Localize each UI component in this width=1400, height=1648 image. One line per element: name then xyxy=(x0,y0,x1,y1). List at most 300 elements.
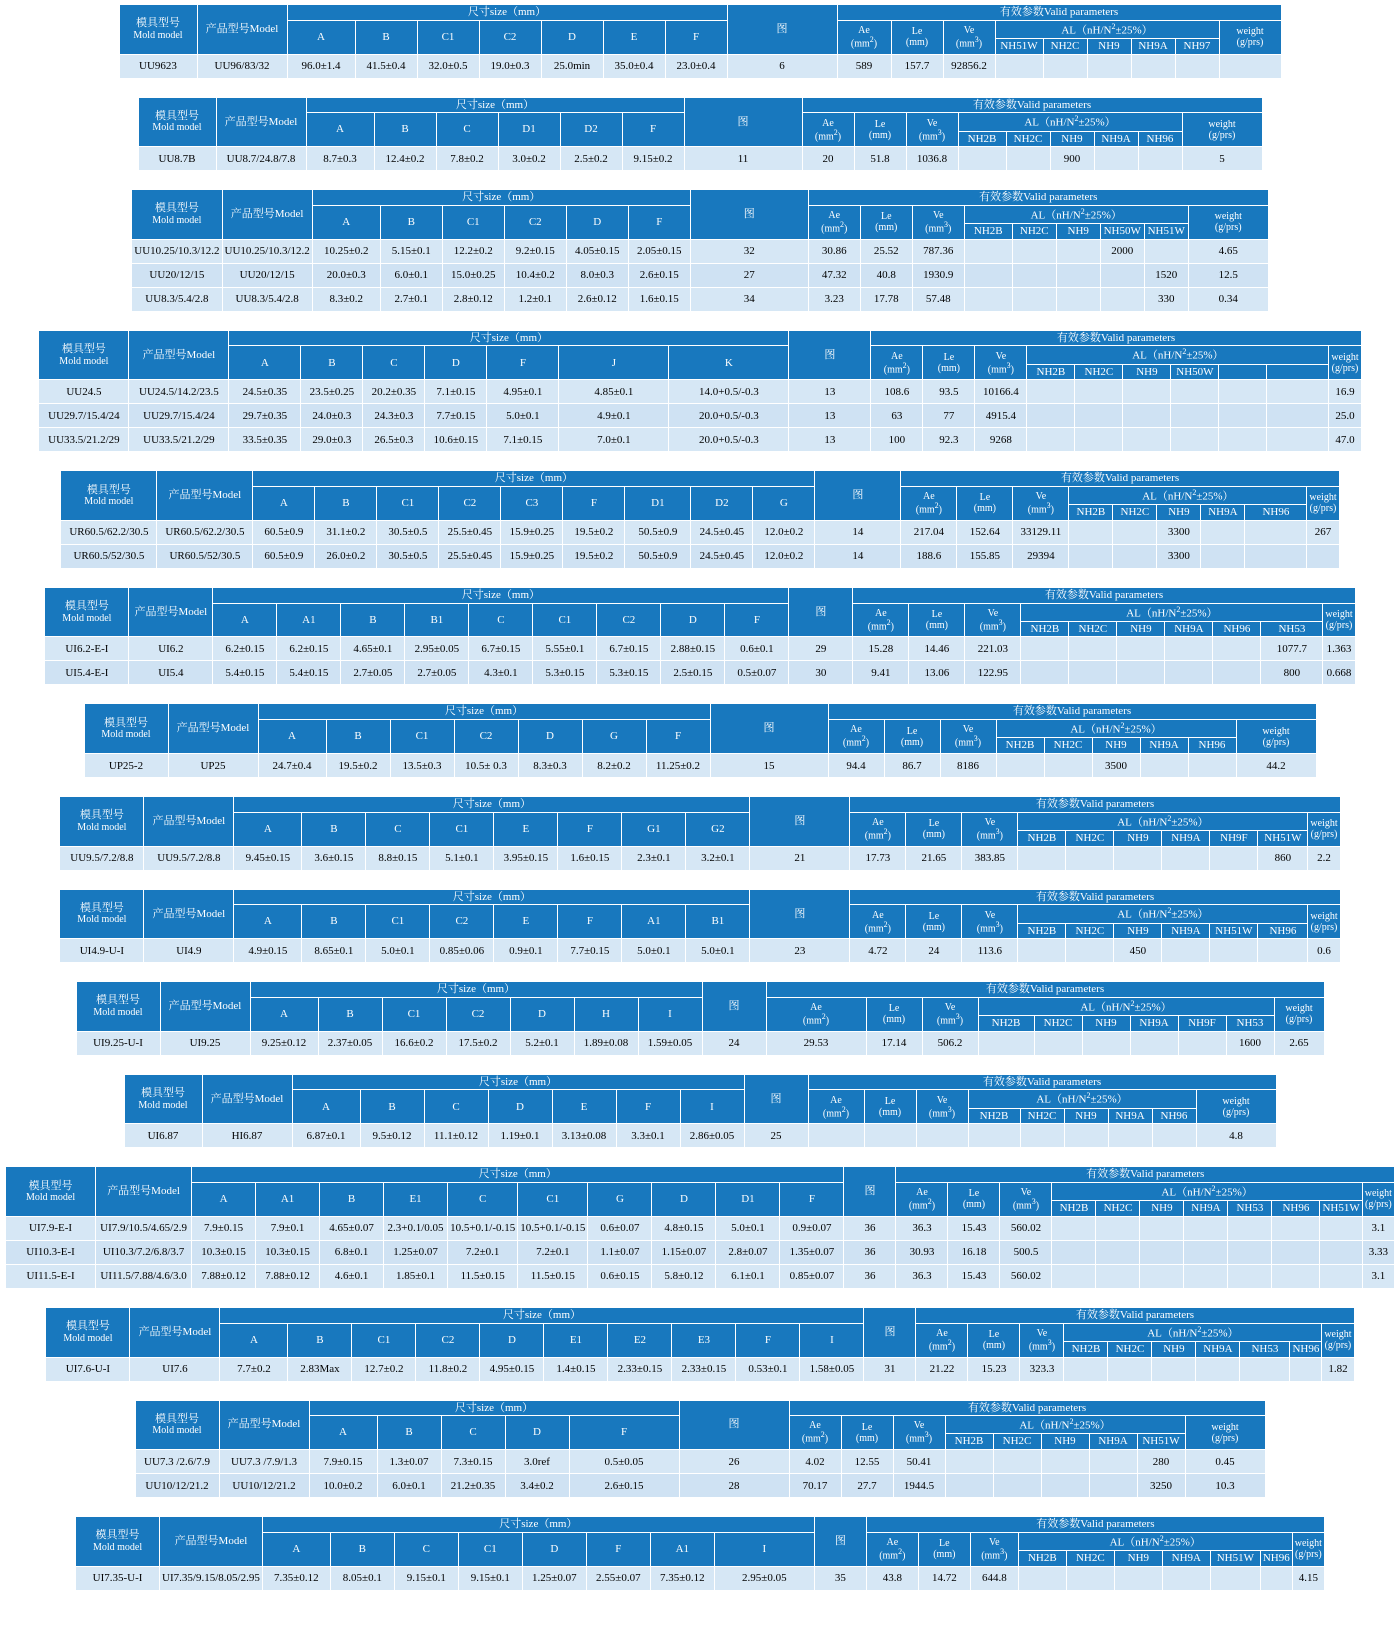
cell-weight: 1.82 xyxy=(1322,1357,1354,1381)
cell-ve: 4915.4 xyxy=(975,404,1027,428)
col-al-nh2b: NH2B xyxy=(1052,1201,1096,1217)
cell-le: 92.3 xyxy=(923,428,975,452)
cell-le xyxy=(864,1124,916,1148)
table-row xyxy=(132,287,1269,311)
col-al-nh9f: NH9F xyxy=(1178,1016,1226,1032)
cell-figure: 30 xyxy=(789,661,853,685)
cell-al-nh2b xyxy=(1018,1566,1066,1590)
cell-figure: 29 xyxy=(789,637,853,661)
cell-mold-model: UI4.9-U-I xyxy=(60,939,144,963)
col-dim-b1: B1 xyxy=(686,905,750,939)
cell-dim-c2: 10.5± 0.3 xyxy=(454,754,518,778)
spec-table-wrapper xyxy=(0,189,1400,312)
col-al-nh96: NH96 xyxy=(1260,1551,1292,1567)
cell-al-nh9 xyxy=(1087,54,1131,78)
cell-dim-c: 10.5+0.1/-0.15 xyxy=(448,1216,518,1240)
col-ae: Ae $(mm^2)$ xyxy=(850,812,906,846)
cell-al-nh9f xyxy=(1210,846,1258,870)
cell-weight: 10.3 xyxy=(1185,1474,1265,1498)
cell-al-nh51w: 330 xyxy=(1144,287,1188,311)
header-row-top xyxy=(84,704,1316,720)
col-mold-model: 模具型号 Mold model xyxy=(132,190,222,240)
col-dim-a: A xyxy=(306,113,374,147)
col-dim-d: D xyxy=(425,346,487,380)
cell-dim-g: 8.2±0.2 xyxy=(582,754,646,778)
cell-dim-a1: 6.2±0.15 xyxy=(277,637,341,661)
col-ae: Ae $(mm^2)$ xyxy=(901,486,957,520)
header-row-top xyxy=(76,1517,1325,1533)
col-al-group: $AL(nH/N^2\pm 25\%)$ xyxy=(1064,1323,1322,1341)
cell-product-model: UU24.5/14.2/23.5 xyxy=(129,380,229,404)
col-figure: 图 xyxy=(744,1074,808,1124)
cell-dim-a: 9.45±0.15 xyxy=(234,846,302,870)
col-al-nh9: NH9 xyxy=(1114,1551,1162,1567)
cell-mold-model: UU29.7/15.4/24 xyxy=(39,404,129,428)
col-dim-c1: C1 xyxy=(533,603,597,637)
col-al-nh2c: NH2C xyxy=(1096,1201,1140,1217)
cell-al-nh9 xyxy=(1117,637,1165,661)
cell-al-nh2b xyxy=(1018,846,1066,870)
col-dim-c1: C1 xyxy=(442,205,504,239)
cell-dim-b: 12.4±0.2 xyxy=(374,147,436,171)
col-mold-model: 模具型号 Mold model xyxy=(60,889,144,939)
col-dim-f: F xyxy=(558,812,622,846)
cell-al-nh2b xyxy=(1052,1216,1096,1240)
cell-weight: 3.1 xyxy=(1362,1216,1394,1240)
col-valid-params-group: 有效参数Valid parameters xyxy=(828,704,1316,720)
cell-ve: 29394 xyxy=(1013,544,1069,568)
col-al-nh9: NH9 xyxy=(1092,738,1140,754)
cell-dim-c1: 16.6±0.2 xyxy=(382,1031,446,1055)
cell-al-nh9: 3300 xyxy=(1157,520,1201,544)
cell-dim-c2: 0.85±0.06 xyxy=(430,939,494,963)
cell-al-nh51w xyxy=(1210,939,1258,963)
spec-table-t11 xyxy=(124,1074,1277,1149)
spec-table-t7 xyxy=(84,703,1317,778)
cell-dim-a: 60.5±0.9 xyxy=(253,544,315,568)
cell-ve: 50.41 xyxy=(893,1450,945,1474)
col-ae: Ae $(mm^2)$ xyxy=(808,1090,864,1124)
col-ae: Ae $(mm^2)$ xyxy=(808,205,860,239)
col-al-nh2b: NH2B xyxy=(978,1016,1034,1032)
col-le: Le (mm) xyxy=(860,205,912,239)
cell-dim-e2: 2.33±0.15 xyxy=(608,1357,672,1381)
cell-mold-model: UR60.5/52/30.5 xyxy=(61,544,157,568)
header-row-top xyxy=(124,1074,1276,1090)
cell-ve: 113.6 xyxy=(962,939,1018,963)
spec-table-t1 xyxy=(119,4,1282,79)
col-mold-model: 模具型号 Mold model xyxy=(39,330,129,380)
spec-table-t10 xyxy=(76,981,1325,1056)
cell-figure: 6 xyxy=(727,54,837,78)
cell-figure: 27 xyxy=(690,263,808,287)
cell-al-nh51w xyxy=(1144,239,1188,263)
cell-product-model: UU9.5/7.2/8.8 xyxy=(144,846,234,870)
cell-product-model: UU10/12/21.2 xyxy=(219,1474,309,1498)
cell-dim-a: 10.3±0.15 xyxy=(192,1240,256,1264)
cell-ve: 10166.4 xyxy=(975,380,1027,404)
col-al-nh96: NH96 xyxy=(1272,1201,1320,1217)
col-al-nh9a: NH9A xyxy=(1196,1341,1240,1357)
col-le: Le (mm) xyxy=(866,997,922,1031)
col-size-group: 尺寸size（mm） xyxy=(309,1400,679,1416)
col-dim-a1: A1 xyxy=(277,603,341,637)
cell-le: 51.8 xyxy=(854,147,906,171)
cell-dim-d: 8.0±0.3 xyxy=(566,263,628,287)
header-row-top xyxy=(119,5,1281,21)
cell-le: 14.46 xyxy=(909,637,965,661)
cell-le: 21.65 xyxy=(906,846,962,870)
col-al-nh2b: NH2B xyxy=(1018,1551,1066,1567)
col-weight: weight (g/prs) xyxy=(1329,346,1361,380)
col-mold-model: 模具型号 Mold model xyxy=(124,1074,202,1124)
col-dim-d1: D1 xyxy=(716,1183,780,1217)
cell-dim-a: 10.25±0.2 xyxy=(312,239,380,263)
cell-al-nh2b xyxy=(1052,1264,1096,1288)
col-figure: 图 xyxy=(789,587,853,637)
col-weight: weight (g/prs) xyxy=(1362,1183,1394,1217)
col-dim-e2: E2 xyxy=(608,1323,672,1357)
cell-dim-b: 24.0±0.3 xyxy=(301,404,363,428)
cell-weight xyxy=(1307,544,1339,568)
cell-dim-f: 0.9±0.07 xyxy=(780,1216,844,1240)
col-dim-c1: C1 xyxy=(382,997,446,1031)
col-al-nh2c: NH2C xyxy=(1113,505,1157,521)
table-row xyxy=(6,1216,1395,1240)
col-al-nh2b: NH2B xyxy=(945,1434,993,1450)
cell-weight: 4.15 xyxy=(1292,1566,1324,1590)
col-al-nh9a: NH9A xyxy=(1162,830,1210,846)
spec-table-t14 xyxy=(135,1400,1266,1499)
col-al-nh51w: NH51W xyxy=(1144,224,1188,240)
cell-al-nh2b xyxy=(1069,520,1113,544)
cell-al-nh2b xyxy=(945,1450,993,1474)
cell-al-nh9a xyxy=(1196,1357,1240,1381)
cell-ae: 3.23 xyxy=(808,287,860,311)
cell-ve: 644.8 xyxy=(970,1566,1018,1590)
col-figure: 图 xyxy=(844,1167,896,1217)
cell-dim-b: 3.6±0.15 xyxy=(302,846,366,870)
col-product-model: 产品型号Model xyxy=(197,5,287,55)
col-al-nh9a: NH9A xyxy=(1184,1201,1228,1217)
col-figure: 图 xyxy=(815,471,901,521)
cell-dim-a1: 10.3±0.15 xyxy=(256,1240,320,1264)
cell-al-nh9 xyxy=(1114,1566,1162,1590)
col-ae: Ae $(mm^2)$ xyxy=(871,346,923,380)
cell-ae: 15.28 xyxy=(853,637,909,661)
col-dim-c1: C1 xyxy=(430,812,494,846)
col-al-group: $AL(nH/N^2\pm 25\%)$ xyxy=(1018,1532,1292,1550)
cell-dim-c2: 17.5±0.2 xyxy=(446,1031,510,1055)
cell-al-nh96 xyxy=(1258,939,1308,963)
col-al-nh9a: NH9A xyxy=(1089,1434,1137,1450)
col-figure: 图 xyxy=(789,330,871,380)
cell-al-nh9 xyxy=(1064,1124,1108,1148)
col-size-group: 尺寸size（mm） xyxy=(213,587,789,603)
header-row-top xyxy=(76,982,1324,998)
spec-table-t2 xyxy=(138,97,1263,172)
spec-table-wrapper xyxy=(0,4,1400,79)
spec-table-wrapper xyxy=(0,1074,1400,1149)
cell-dim-b: 1.3±0.07 xyxy=(377,1450,441,1474)
cell-mold-model: UU10.25/10.3/12.2 xyxy=(132,239,222,263)
cell-le: 15.43 xyxy=(948,1264,1000,1288)
cell-al-nh51w: 1520 xyxy=(1144,263,1188,287)
col-dim-f: F xyxy=(725,603,789,637)
cell-dim-a: 7.7±0.2 xyxy=(220,1357,288,1381)
col-dim-a: A xyxy=(213,603,277,637)
cell-product-model: HI6.87 xyxy=(202,1124,292,1148)
col-le: Le (mm) xyxy=(968,1323,1020,1357)
col-dim-c2: C2 xyxy=(454,720,518,754)
spec-table-wrapper xyxy=(0,97,1400,172)
col-dim-b: B xyxy=(301,346,363,380)
cell-product-model: UU29.7/15.4/24 xyxy=(129,404,229,428)
cell-dim-b: 23.5±0.25 xyxy=(301,380,363,404)
cell-al-nh53: 1600 xyxy=(1226,1031,1274,1055)
cell-le: 13.06 xyxy=(909,661,965,685)
cell-dim-g2: 3.2±0.1 xyxy=(686,846,750,870)
col-al-nh96: NH96 xyxy=(1152,1108,1196,1124)
col-le: Le (mm) xyxy=(884,720,940,754)
cell-dim-c2: 25.5±0.45 xyxy=(439,544,501,568)
cell-ve: 383.85 xyxy=(962,846,1018,870)
table-row xyxy=(84,754,1316,778)
cell-figure: 13 xyxy=(789,380,871,404)
cell-product-model: UI7.35/9.15/8.05/2.95 xyxy=(160,1566,263,1590)
col-le: Le (mm) xyxy=(948,1183,1000,1217)
cell-mold-model: UU7.3 /2.6/7.9 xyxy=(135,1450,219,1474)
cell-product-model: UU8.7/24.8/7.8 xyxy=(216,147,306,171)
col-dim-a: A xyxy=(262,1532,330,1566)
cell-al-nh2c xyxy=(1012,287,1056,311)
tables-container xyxy=(0,4,1400,1591)
cell-al-nh2b xyxy=(968,1124,1020,1148)
cell-dim-a: 8.7±0.3 xyxy=(306,147,374,171)
col-ae: Ae $(mm^2)$ xyxy=(896,1183,948,1217)
cell-dim-i: 2.95±0.05 xyxy=(714,1566,814,1590)
col-dim-f: F xyxy=(665,20,727,54)
col-dim-a: A xyxy=(250,997,318,1031)
cell-al-nh96 xyxy=(1138,147,1182,171)
cell-dim-d: 4.05±0.15 xyxy=(566,239,628,263)
col-product-model: 产品型号Model xyxy=(130,1307,220,1357)
col-size-group: 尺寸size（mm） xyxy=(220,1307,864,1323)
col-al-nh2c: NH2C xyxy=(1006,131,1050,147)
cell-figure: 34 xyxy=(690,287,808,311)
cell-al-nh2b xyxy=(1027,428,1075,452)
col-dim-b: B xyxy=(374,113,436,147)
cell-weight: 1.363 xyxy=(1323,637,1355,661)
header-row-top xyxy=(39,330,1361,346)
cell-product-model: UU33.5/21.2/29 xyxy=(129,428,229,452)
header-row-mid xyxy=(61,486,1339,504)
cell-al-nh2c xyxy=(1020,1124,1064,1148)
cell-al-nh2c xyxy=(1012,263,1056,287)
header-row-top xyxy=(138,97,1262,113)
cell-ae: 70.17 xyxy=(789,1474,841,1498)
cell-dim-e1: 1.4±0.15 xyxy=(544,1357,608,1381)
cell-dim-c2: 19.0±0.3 xyxy=(479,54,541,78)
col-dim-c2: C2 xyxy=(597,603,661,637)
col-al-group: $AL(nH/N^2\pm 25\%)$ xyxy=(945,1416,1185,1434)
cell-product-model: UI6.2 xyxy=(129,637,213,661)
cell-dim-a: 9.25±0.12 xyxy=(250,1031,318,1055)
col-al-nh2c: NH2C xyxy=(1043,38,1087,54)
cell-le: 93.5 xyxy=(923,380,975,404)
col-dim-d: D xyxy=(541,20,603,54)
cell-dim-c: 20.2±0.35 xyxy=(363,380,425,404)
col-dim-e1: E1 xyxy=(384,1183,448,1217)
cell-al-nh96 xyxy=(1272,1264,1320,1288)
cell-le: 155.85 xyxy=(957,544,1013,568)
spec-table-wrapper xyxy=(0,703,1400,778)
cell-dim-c2: 25.5±0.45 xyxy=(439,520,501,544)
cell-al-nh50w: 2000 xyxy=(1100,239,1144,263)
col-dim-b: B xyxy=(288,1323,352,1357)
table-row xyxy=(61,520,1339,544)
col-al-nh9: NH9 xyxy=(1140,1201,1184,1217)
cell-dim-k: 20.0+0.5/-0.3 xyxy=(669,428,789,452)
col-size-group: 尺寸size（mm） xyxy=(312,190,690,206)
cell-al-nh2b xyxy=(964,263,1012,287)
cell-figure: 11 xyxy=(684,147,802,171)
col-dim-a1: A1 xyxy=(622,905,686,939)
table-row xyxy=(60,846,1340,870)
col-dim-b: B xyxy=(302,812,366,846)
cell-dim-d1: 50.5±0.9 xyxy=(625,520,691,544)
table-row xyxy=(135,1474,1265,1498)
cell-dim-f: 0.6±0.1 xyxy=(725,637,789,661)
cell-dim-c1: 9.15±0.1 xyxy=(458,1566,522,1590)
col-le: Le (mm) xyxy=(906,812,962,846)
cell-weight: 2.2 xyxy=(1308,846,1340,870)
col-dim-b: B xyxy=(326,720,390,754)
cell-dim-a: 96.0±1.4 xyxy=(287,54,355,78)
cell-dim-d1: 6.1±0.1 xyxy=(716,1264,780,1288)
col-valid-params-group: 有效参数Valid parameters xyxy=(871,330,1361,346)
cell-dim-a: 6.2±0.15 xyxy=(213,637,277,661)
cell-product-model: UP25 xyxy=(168,754,258,778)
cell-dim-c1: 10.5+0.1/-0.15 xyxy=(518,1216,588,1240)
cell-dim-b: 19.5±0.2 xyxy=(326,754,390,778)
table-row xyxy=(6,1240,1395,1264)
col-al-nh53: NH53 xyxy=(1261,621,1323,637)
cell-al-nh96 xyxy=(1260,1566,1292,1590)
cell-dim-d: 2.6±0.12 xyxy=(566,287,628,311)
cell-mold-model: UU24.5 xyxy=(39,380,129,404)
cell-al-nh9f xyxy=(1178,1031,1226,1055)
col-le: Le (mm) xyxy=(923,346,975,380)
col-figure: 图 xyxy=(750,889,850,939)
col-product-model: 产品型号Model xyxy=(96,1167,192,1217)
cell-al-nh2b xyxy=(958,147,1006,171)
cell-dim-c2: 10.4±0.2 xyxy=(504,263,566,287)
col-ve: Ve $(mm^3)$ xyxy=(965,603,1021,637)
spec-table-wrapper xyxy=(0,1166,1400,1289)
col-al-nh9: NH9 xyxy=(1050,131,1094,147)
cell-al-nh9 xyxy=(1123,428,1171,452)
cell-al-nh9a xyxy=(1089,1450,1137,1474)
col-dim-b: B xyxy=(377,1416,441,1450)
spec-table-wrapper xyxy=(0,1400,1400,1499)
cell-mold-model: UI10.3-E-I xyxy=(6,1240,96,1264)
cell-dim-b: 8.65±0.1 xyxy=(302,939,366,963)
cell-al-nh50w xyxy=(1100,263,1144,287)
cell-dim-f: 11.25±0.2 xyxy=(646,754,710,778)
cell-dim-f: 23.0±0.4 xyxy=(665,54,727,78)
cell-ae: 9.41 xyxy=(853,661,909,685)
cell-dim-a: 7.9±0.15 xyxy=(309,1450,377,1474)
col-dim-a: A xyxy=(234,905,302,939)
col-al-blank4 xyxy=(1219,364,1267,380)
col-al-nh9a: NH9A xyxy=(1140,738,1188,754)
col-valid-params-group: 有效参数Valid parameters xyxy=(808,1074,1276,1090)
header-row-mid xyxy=(6,1183,1395,1201)
col-ve: Ve $(mm^3)$ xyxy=(943,20,995,54)
col-al-nh2c: NH2C xyxy=(1066,1551,1114,1567)
cell-al-nh2b xyxy=(1069,544,1113,568)
col-al-nh96: NH96 xyxy=(1258,923,1308,939)
cell-al-nh9 xyxy=(1041,1450,1089,1474)
cell-dim-a1: 5.0±0.1 xyxy=(622,939,686,963)
col-product-model: 产品型号Model xyxy=(202,1074,292,1124)
cell-weight: 2.65 xyxy=(1274,1031,1324,1055)
cell-ae: 94.4 xyxy=(828,754,884,778)
cell-al-nh2c xyxy=(1096,1264,1140,1288)
col-al-nh9: NH9 xyxy=(1117,621,1165,637)
col-al-nh9a: NH9A xyxy=(1130,1016,1178,1032)
table-row xyxy=(76,1031,1324,1055)
table-row xyxy=(135,1450,1265,1474)
cell-figure: 35 xyxy=(814,1566,866,1590)
cell-dim-f: 2.6±0.15 xyxy=(569,1474,679,1498)
cell-le: 12.55 xyxy=(841,1450,893,1474)
cell-dim-h: 1.89±0.08 xyxy=(574,1031,638,1055)
col-al-nh50w: NH50W xyxy=(1171,364,1219,380)
col-dim-f: F xyxy=(569,1416,679,1450)
cell-al-nh9 xyxy=(1082,1031,1130,1055)
col-dim-c: C xyxy=(448,1183,518,1217)
col-dim-e: E xyxy=(494,812,558,846)
col-al-nh53: NH53 xyxy=(1228,1201,1272,1217)
cell-al-nh2c xyxy=(1096,1240,1140,1264)
table-row xyxy=(76,1566,1325,1590)
cell-figure: 28 xyxy=(679,1474,789,1498)
col-al-nh51w: NH51W xyxy=(1320,1201,1362,1217)
cell-dim-g: 0.6±0.15 xyxy=(588,1264,652,1288)
header-row-mid xyxy=(60,905,1340,923)
col-dim-c2: C2 xyxy=(504,205,566,239)
cell-dim-a: 24.5±0.35 xyxy=(229,380,301,404)
col-valid-params-group: 有效参数Valid parameters xyxy=(866,1517,1324,1533)
col-valid-params-group: 有效参数Valid parameters xyxy=(896,1167,1395,1183)
cell-al-nh9 xyxy=(1056,263,1100,287)
cell-weight: 5 xyxy=(1182,147,1262,171)
col-dim-e: E xyxy=(552,1090,616,1124)
col-dim-c2: C2 xyxy=(416,1323,480,1357)
cell-dim-f: 1.35±0.07 xyxy=(780,1240,844,1264)
cell-dim-c2: 1.2±0.1 xyxy=(504,287,566,311)
cell-mold-model: UU9623 xyxy=(119,54,197,78)
col-dim-d1: D1 xyxy=(625,486,691,520)
col-ae: Ae $(mm^2)$ xyxy=(828,720,884,754)
cell-al-nh96 xyxy=(1290,1357,1322,1381)
col-mold-model: 模具型号 Mold model xyxy=(76,982,160,1032)
cell-weight: 267 xyxy=(1307,520,1339,544)
col-dim-b: B xyxy=(341,603,405,637)
cell-le: 15.43 xyxy=(948,1216,1000,1240)
